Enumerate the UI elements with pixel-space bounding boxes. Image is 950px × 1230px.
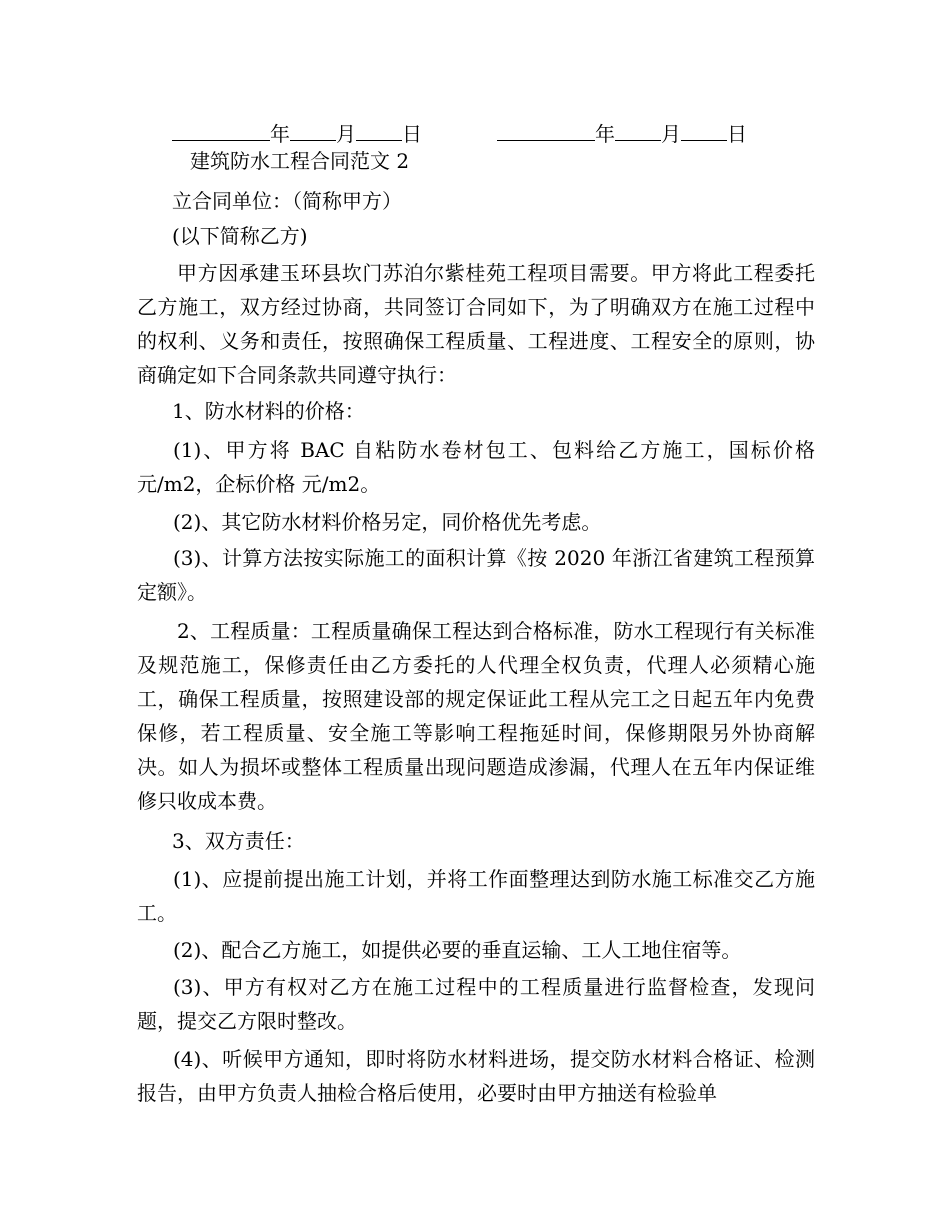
- list-item: (2)、配合乙方施工，如提供必要的垂直运输、工人工地住宿等。: [173, 938, 742, 962]
- party-a-line: 立合同单位：（简称甲方）: [172, 189, 402, 213]
- month-label: 月: [661, 122, 681, 146]
- list-item: (1)、应提前提出施工计划，并将工作面整理达到防水施工标准交乙方施工。: [137, 867, 815, 925]
- list-item: (4)、听候甲方通知，即时将防水材料进场，提交防水材料合格证、检测报告，由甲方负责人抽检合格后使用，必要时由甲方抽送有检验单: [137, 1047, 815, 1105]
- month-label: 月: [336, 122, 356, 146]
- intro-paragraph: [137, 256, 815, 392]
- list-item: (2)、其它防水材料价格另定，同价格优先考虑。: [173, 510, 602, 534]
- day-label: 日: [402, 122, 422, 146]
- paragraph: 2、工程质量：工程质量确保工程达到合格标准，防水工程现行有关标准及规范施工，保修责任由乙方委托的人代理全权负责，代理人必须精心施工，确保工程质量，按照建设部的规定保证此工程从完工之日起五年内免费保修，若工程质量、安全施工等影响工程拖延时间，保修期限另外协商解决。如人为损坏或整体工程质量出现问题造成渗漏，代理人在五年内保证维修只收成本费。: [137, 619, 815, 813]
- year-blank[interactable]: [172, 118, 270, 141]
- party-b-line: (以下简称乙方): [172, 224, 308, 248]
- year-blank[interactable]: [497, 118, 595, 141]
- section-heading: 1、防水材料的价格：: [172, 399, 365, 423]
- year-label: 年: [595, 122, 615, 146]
- paragraph: 甲方因承建玉环县坎门苏泊尔紫桂苑工程项目需要。甲方将此工程委托乙方施工，双方经过协商，共同签订合同如下，为了明确双方在施工过程中的权利、义务和责任，按照确保工程质量、工程进度、工程安全的原则，协商确定如下合同条款共同遵守执行：: [137, 261, 815, 387]
- day-label: 日: [727, 122, 747, 146]
- list-item: (3)、计算方法按实际施工的面积计算《按 2020 年浙江省建筑工程预算定额》。: [137, 546, 815, 604]
- year-label: 年: [270, 122, 290, 146]
- date-line-left: [172, 118, 422, 148]
- month-blank[interactable]: [615, 118, 661, 141]
- day-blank[interactable]: [356, 118, 402, 141]
- day-blank[interactable]: [681, 118, 727, 141]
- month-blank[interactable]: [290, 118, 336, 141]
- section-heading: 3、双方责任：: [172, 829, 305, 853]
- date-line-right: [497, 118, 747, 148]
- list-item: (1)、甲方将 BAC 自粘防水卷材包工、包料给乙方施工，国标价格 元/m2，企标价格 元/m2。: [137, 438, 815, 496]
- list-item: (3)、甲方有权对乙方在施工过程中的工程质量进行监督检查，发现问题，提交乙方限时整改。: [137, 975, 815, 1033]
- document-title: 建筑防水工程合同范文 2: [190, 149, 410, 173]
- quality-paragraph: [137, 614, 815, 818]
